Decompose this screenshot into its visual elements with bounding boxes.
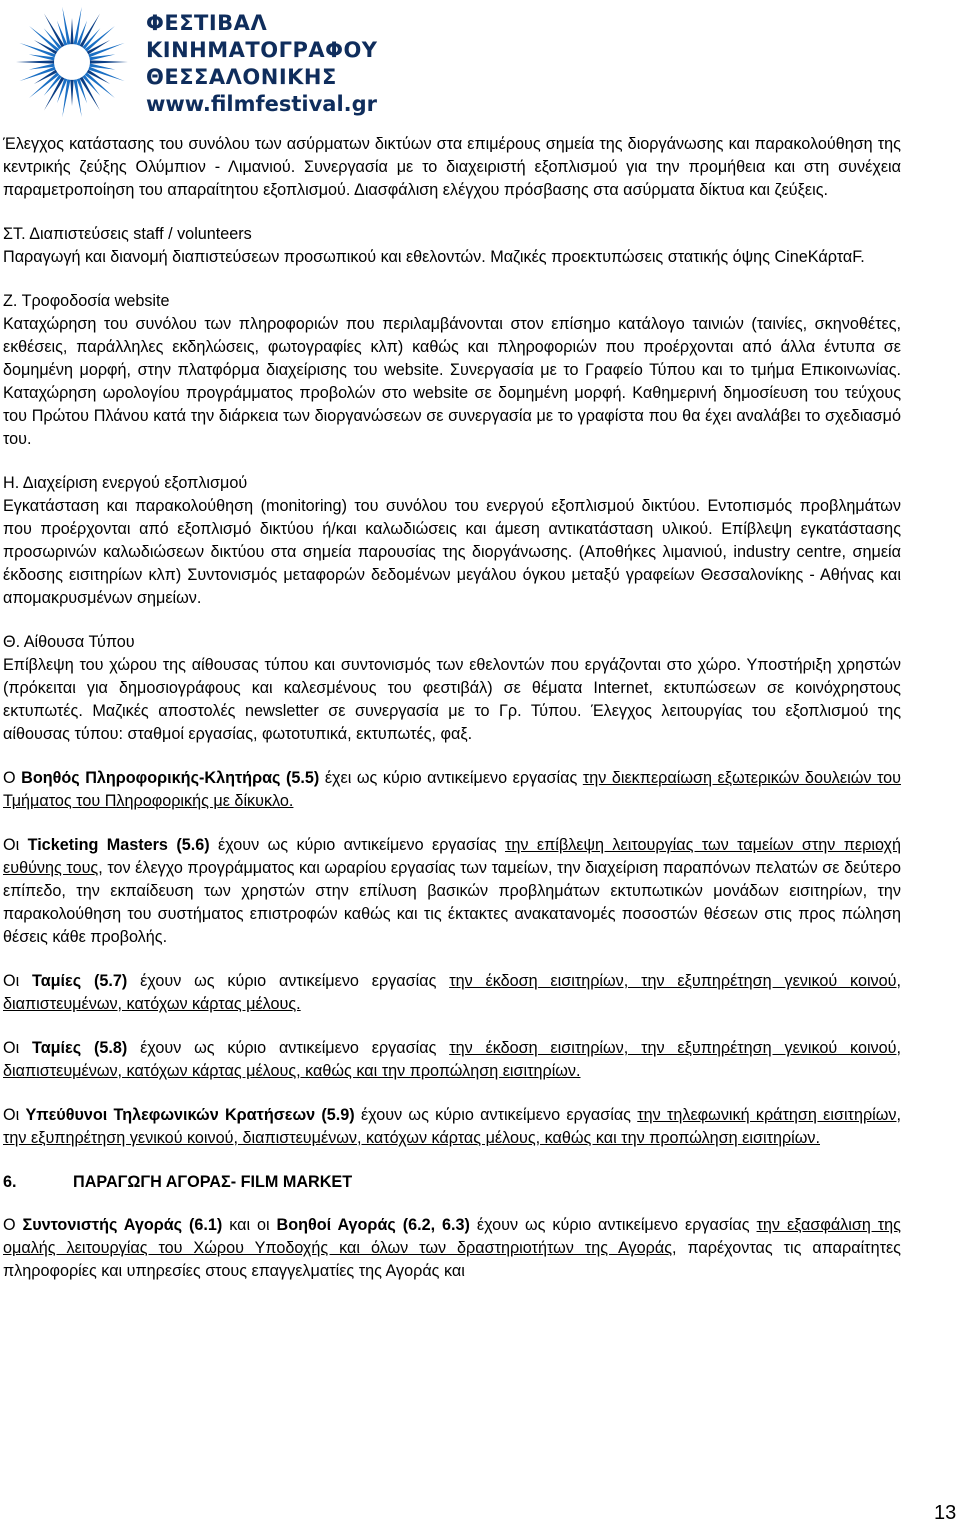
role-6-1-paragraph [3,1214,901,1283]
document-body [3,133,901,1283]
section-h-body: Εγκατάσταση και παρακολούθηση (monitoring) του συνόλου του ενεργού εξοπλισμού δικτύου. Εντοπισμός προβλημάτων που προέρχονται από εξοπλισμό δικτύου ή/και καλωδιώσεις και άμεση αντικατάσταση υλικού. Επίβλεψη εγκατάστασης προσωρινών καλωδιώσεων δικτύου στα σημεία παρουσίας της διοργάνωσης. (Αποθήκες λιμανιού, industry centre, σημεία έκδοσης εισιτηρίων κλπ) Συντονισμός μεταφορών δεδομένων μεγάλου όγκου μεταξύ γραφείων Θεσσαλονίκης - Αθήνας και απομακρυσμένων σημείων. [3,497,901,607]
logo-line-3: ΘΕΣΣΑΛΟΝΙΚΗΣ [146,65,337,89]
section-th-heading: Θ. Αίθουσα Τύπου [3,633,135,651]
logo-ray [70,80,73,106]
section-th [3,631,901,746]
role-title: Ticketing Masters (5.6) [27,836,210,854]
text: Ο [3,1216,23,1234]
logo-ray [90,60,128,63]
section-6-title: ΠΑΡΑΓΩΓΗ ΑΓΟΡΑΣ- FILM MARKET [73,1173,353,1191]
text: Οι [3,836,28,854]
section-6-number: 6. [3,1173,17,1191]
text: έχουν ως κύριο αντικείμενο εργασίας [127,1039,450,1057]
section-th-body: Επίβλεψη του χώρου της αίθουσας τύπου και συντονισμός των εθελοντών που εργάζονται στο χώρο. Υποστήριξη χρηστών (πρόκειται για δημοσιογράφους και καλεσμένους του φεστιβάλ) σε θέματα Internet, εκτυπώσεων σε κοινόχρηστους εκτυπωτές. Μαζικές αποστολές newsletter σε συνεργασία με το Γρ. Τύπου. Έλεγχος λειτουργίας του εξοπλισμού της αίθουσας τύπου: σταθμοί εργασίας, φωτοτυπικά, εκτυπωτές, φαξ. [3,656,901,743]
logo-line-1: ΦΕΣΤΙΒΑΛ [146,11,268,35]
text: Οι [3,1039,33,1057]
text: παρέχοντας τις απαραίτητες πληροφορίες και υπηρεσίες στους επαγγελματίες της Αγοράς και [3,1239,901,1280]
logo-url: www.filmfestival.gr [146,92,378,116]
role-task: την εξασφάλιση της ομαλής λειτουργίας του Χώρου Υποδοχής και όλων των δραστηριοτήτων της Αγοράς, [3,1216,901,1257]
role-title: Βοηθοί Αγοράς (6.2, 6.3) [276,1216,470,1234]
role-5-7-paragraph [3,970,901,1016]
role-task: την διεκπεραίωση εξωτερικών δουλειών του Τμήματος του Πληροφορικής με δίκυκλο. [3,769,901,810]
role-task: την έκδοση εισιτηρίων, την εξυπηρέτηση γενικού κοινού, διαπιστευμένων, κατόχων κάρτας μέλους, καθώς και την προπώληση εισιτηρίων. [3,1039,902,1080]
role-5-8-paragraph [3,1037,901,1083]
role-title: Ταμίες (5.8) [32,1039,128,1057]
role-5-9-paragraph [3,1104,901,1150]
text: , τον έλεγχο προγράμματος και ωραρίου εργασίας των ταμείων, την διαχείριση παραπόνων πελατών σε δεύτερο επίπεδο, την εκπαίδευση των χρηστών στην επίλυση βασικών προβλημάτων εκτυπωτικών μονάδων εισιτηρίων, την παρακολούθηση του συστήματος επιστροφών καθώς και τις έκτακτες ανακατανομές ποσοστών θέσεων στις προς πώληση θέσεις κάθε προβολής. [3,859,901,946]
role-title: Ταμίες (5.7) [32,972,128,990]
role-title: Βοηθός Πληροφορικής-Κλητήρας (5.5) [21,769,320,787]
section-z [3,290,901,451]
section-z-heading: Ζ. Τροφοδοσία website [3,292,170,310]
text: έχουν ως κύριο αντικείμενο εργασίας [354,1106,638,1124]
logo-ray [16,60,54,63]
role-task: την τηλεφωνική κράτηση εισιτηρίων, την εξυπηρέτηση γενικού κοινού, διαπιστευμένων, κατόχων κάρτας μέλους, καθώς και την προπώληση εισιτηρίων. [3,1106,901,1147]
section-st-body: Παραγωγή και διανομή διαπιστεύσεων προσωπικού και εθελοντών. Μαζικές προεκτυπώσεις στατικής όψης CineΚάρταF. [3,248,865,266]
text: έχει ως κύριο αντικείμενο εργασίας [319,769,583,787]
text: και οι [222,1216,277,1234]
section-z-body: Καταχώρηση του συνόλου των πληροφοριών που περιλαμβάνονται στον επίσημο κατάλογο ταινιών (ταινίες, σκηνοθέτες, εκθέσεις, παράλληλες εκδηλώσεις, φωτογραφίες κλπ) καθώς και πληροφοριών που προέρχονται από άλλα έντυπα σε δομημένη μορφή, στην πλατφόρμα διαχείρισης του website. Συνεργασία με το Γραφείο Τύπου και το τμήμα Επικοινωνίας. Καταχώρηση ωρολογίου προγράμματος προβολών στο website σε δομημένη μορφή. Καθημερινή δημοσίευση του τεύχους του Πρώτου Πλάνου κατά την διάρκεια των διοργανώσεων σε συνεργασία με το γραφίστα που θα έχει αναλάβει το σχεδιασμό του. [3,315,901,448]
intro-paragraph: Έλεγχος κατάστασης του συνόλου των ασύρματων δικτύων στα επιμέρους σημεία της διοργάνωσης και παρακολούθηση της κεντρικής ζεύξης Ολύμπιον - Λιμανιού. Συνεργασία με το διαχειριστή εξοπλισμού για την προμήθεια και στη συνέχεια παραμετροποίηση του απαραίτητου εξοπλισμού. Διασφάλιση ελέγχου πρόσβασης στα ασύρματα δίκτυα και ζεύξεις. [3,135,901,199]
section-h-heading: Η. Διαχείριση ενεργού εξοπλισμού [3,474,248,492]
festival-logo [8,4,378,122]
role-title: Υπεύθυνοι Τηλεφωνικών Κρατήσεων (5.9) [25,1106,355,1124]
page-number: 13 [934,1502,957,1524]
role-task: την επίβλεψη λειτουργίας των ταμείων στην περιοχή ευθύνης τους [3,836,902,877]
section-h [3,472,901,610]
logo-ray [70,18,73,44]
role-task: την έκδοση εισιτηρίων, την εξυπηρέτηση γενικού κοινού, διαπιστευμένων, κατόχων κάρτας μέλους. [3,972,902,1013]
role-title: Συντονιστής Αγοράς (6.1) [22,1216,223,1234]
role-5-5-paragraph [3,767,901,813]
logo-line-2: ΚΙΝΗΜΑΤΟΓΡΑΦΟΥ [146,38,378,62]
text: έχουν ως κύριο αντικείμενο εργασίας [127,972,450,990]
text: Οι [3,972,33,990]
text: έχουν ως κύριο αντικείμενο εργασίας [209,836,506,854]
role-5-6-paragraph [3,834,901,949]
section-6-heading [3,1171,901,1194]
section-st [3,223,901,269]
text: Οι [3,1106,26,1124]
sunburst-logo-icon [8,4,138,122]
text: Ο [3,769,22,787]
text: έχουν ως κύριο αντικείμενο εργασίας [469,1216,757,1234]
section-st-heading: ΣΤ. Διαπιστεύσεις staff / volunteers [3,225,252,243]
